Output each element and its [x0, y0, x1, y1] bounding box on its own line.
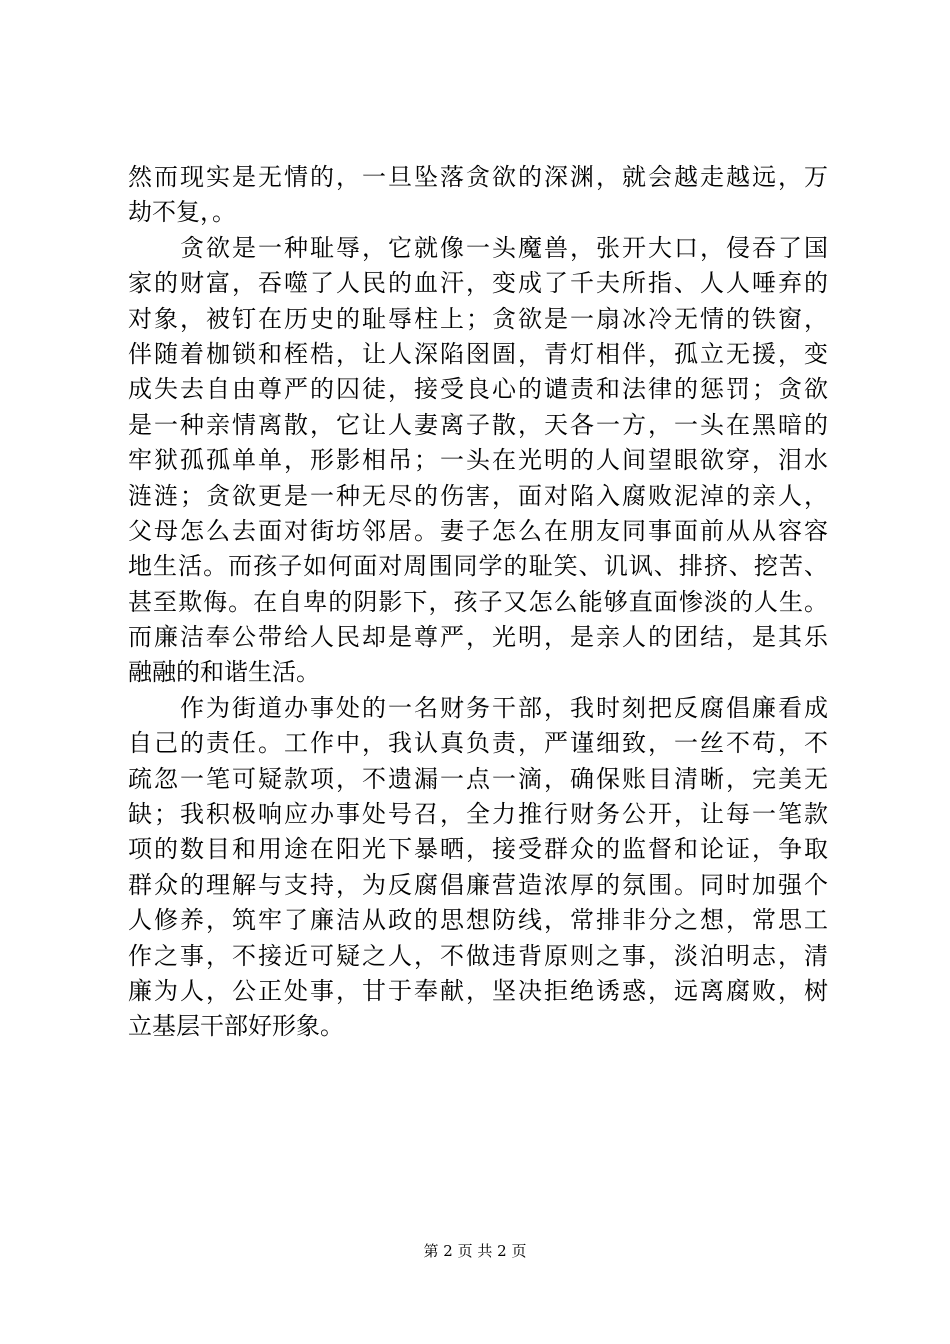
text-line: 劫不复，。	[128, 198, 236, 227]
text-line: 而廉洁奉公带给人民却是尊严，光明，是亲人的团结，是其乐	[128, 623, 828, 652]
text-line: 作之事，不接近可疑之人，不做违背原则之事，淡泊明志，清	[128, 941, 828, 970]
text-line: 父母怎么去面对街坊邻居。妻子怎么在朋友同事面前从从容容	[128, 516, 828, 545]
paragraph-2	[128, 231, 828, 691]
text-line: 是一种亲情离散，它让人妻离子散，天各一方，一头在黑暗的	[128, 410, 828, 439]
text-line: 成失去自由尊严的囚徒，接受良心的谴责和法律的惩罚；贪欲	[128, 375, 828, 404]
text-line: 地生活。而孩子如何面对周围同学的耻笑、讥讽、排挤、挖苦、	[128, 552, 828, 581]
text-line: 自己的责任。工作中，我认真负责，严谨细致，一丝不苟，不	[128, 729, 828, 758]
text-line: 缺；我积极响应办事处号召，全力推行财务公开，让每一笔款	[128, 800, 828, 829]
text-line: 涟涟；贪欲更是一种无尽的伤害，面对陷入腐败泥淖的亲人，	[128, 481, 828, 510]
text-line: 廉为人，公正处事，甘于奉献，坚决拒绝诱惑，远离腐败，树	[128, 976, 828, 1005]
document-body	[128, 160, 828, 1045]
page-number-footer: 第 2 页 共 2 页	[423, 1242, 527, 1260]
text-line: 群众的理解与支持，为反腐倡廉营造浓厚的氛围。同时加强个	[128, 870, 828, 899]
text-line: 项的数目和用途在阳光下暴晒，接受群众的监督和论证，争取	[128, 835, 828, 864]
text-line: 贪欲是一种耻辱，它就像一头魔兽，张开大口，侵吞了国	[128, 233, 828, 262]
text-line: 伴随着枷锁和桎梏，让人深陷囹圄，青灯相伴，孤立无援，变	[128, 339, 828, 368]
paragraph-3	[128, 691, 828, 1045]
text-line: 立基层干部好形象。	[128, 1012, 344, 1041]
text-line: 疏忽一笔可疑款项，不遗漏一点一滴，确保账目清晰，完美无	[128, 764, 828, 793]
text-line: 然而现实是无情的，一旦坠落贪欲的深渊，就会越走越远，万	[128, 163, 828, 191]
text-line: 人修养，筑牢了廉洁从政的思想防线，常排非分之想，常思工	[128, 906, 828, 935]
paragraph-1	[128, 160, 828, 231]
text-line: 牢狱孤孤单单，形影相吊；一头在光明的人间望眼欲穿，泪水	[128, 446, 828, 475]
text-line: 甚至欺侮。在自卑的阴影下，孩子又怎么能够直面惨淡的人生。	[128, 587, 828, 616]
text-line: 家的财富，吞噬了人民的血汗，变成了千夫所指、人人唾弃的	[128, 269, 828, 298]
text-line: 对象，被钉在历史的耻辱柱上；贪欲是一扇冰冷无情的铁窗，	[128, 304, 828, 333]
text-line: 作为街道办事处的一名财务干部，我时刻把反腐倡廉看成	[128, 693, 828, 722]
text-line: 融融的和谐生活。	[128, 658, 320, 687]
